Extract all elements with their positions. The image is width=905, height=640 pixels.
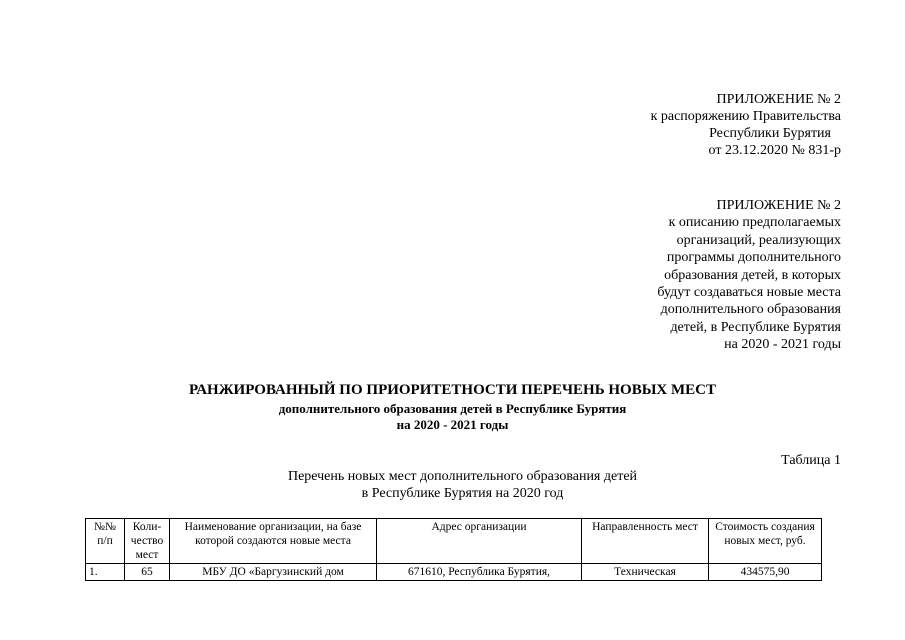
appendix-header-2 (657, 197, 841, 354)
document-title: РАНЖИРОВАННЫЙ ПО ПРИОРИТЕТНОСТИ ПЕРЕЧЕНЬ НОВЫХ МЕСТ (188, 382, 717, 398)
cell-direction: Техническая (582, 564, 709, 581)
cell-number: 1. (86, 564, 125, 581)
places-table (85, 518, 822, 581)
appendix-line: организаций, реализующих (676, 232, 841, 248)
document-title-line2: дополнительного образования детей в Республике Бурятия (278, 401, 627, 416)
table-header-row (86, 519, 822, 564)
appendix-line: образования детей, в которых (664, 267, 841, 283)
table-caption-line2: в Республике Бурятия на 2020 год (361, 486, 564, 501)
appendix-line: к распоряжению Правительства (650, 109, 841, 124)
appendix-line: ПРИЛОЖЕНИЕ № 2 (716, 198, 841, 213)
appendix-line: Республики Бурятия (709, 126, 831, 141)
appendix-line: программы дополнительного (666, 250, 841, 266)
cell-cost: 434575,90 (709, 564, 822, 581)
cell-address: 671610, Республика Бурятия, (377, 564, 582, 581)
appendix-line: будут создаваться новые места (657, 285, 841, 301)
table-label: Таблица 1 (781, 453, 841, 468)
cell-organization: МБУ ДО «Баргузинский дом (170, 564, 377, 581)
table-caption: Перечень новых мест дополнительного образования детей (287, 469, 638, 484)
header-count: Коли-чество мест (125, 519, 170, 564)
header-number: №№ п/п (86, 519, 125, 564)
appendix-line: детей, в Республике Бурятия (670, 319, 841, 335)
table-row (86, 564, 822, 581)
document-title-line3: на 2020 - 2021 годы (396, 417, 509, 432)
cell-count: 65 (125, 564, 170, 581)
header-cost: Стоимость создания новых мест, руб. (709, 519, 822, 564)
header-direction: Направленность мест (582, 519, 709, 564)
appendix-line: от 23.12.2020 № 831-р (708, 143, 841, 158)
appendix-line: ПРИЛОЖЕНИЕ № 2 (716, 92, 841, 107)
header-organization: Наименование организации, на базе которой создаются новые места (170, 519, 377, 564)
appendix-line: дополнительного образования (660, 302, 841, 318)
appendix-line: к описанию предполагаемых (668, 215, 841, 231)
appendix-header-1 (651, 91, 841, 159)
header-address: Адрес организации (377, 519, 582, 564)
appendix-line: на 2020 - 2021 годы (724, 337, 841, 353)
